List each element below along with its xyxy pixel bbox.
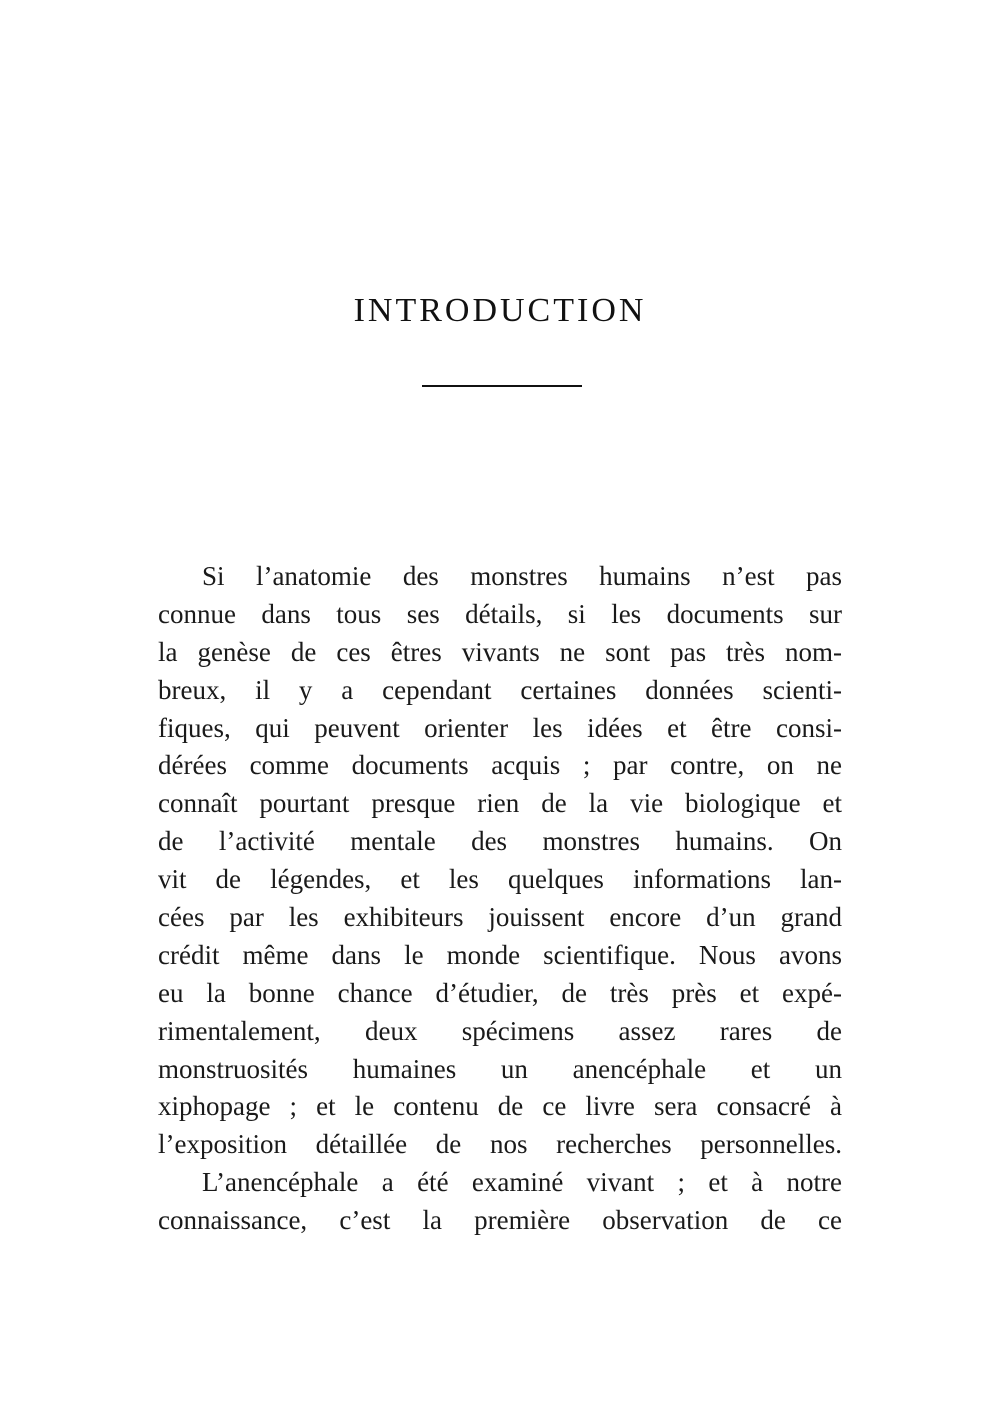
title-rule (422, 385, 582, 387)
chapter-title: INTRODUCTION (353, 292, 647, 329)
text-line: Si l’anatomie des monstres humains n’est pas (202, 561, 842, 591)
text-line: xiphopage ; et le contenu de ce livre sera consacré à (158, 1091, 842, 1122)
text-line: connaît pourtant presque rien de la vie biologique et (158, 788, 842, 819)
text-line: breux, il y a cependant certaines données scienti- (158, 674, 842, 705)
text-line: connaissance, c’est la première observation de ce (158, 1205, 842, 1236)
text-line: de l’activité mentale des monstres humains. On (158, 826, 842, 857)
text-line: connue dans tous ses détails, si les documents sur (158, 598, 842, 629)
paragraph (158, 558, 842, 1164)
text-line: cées par les exhibiteurs jouissent encore d’un grand (158, 902, 842, 933)
text-line: vit de légendes, et les quelques informations lan- (158, 864, 842, 895)
paragraph (158, 1164, 842, 1240)
text-line: fiques, qui peuvent orienter les idées et être consi- (158, 712, 842, 743)
text-line: la genèse de ces êtres vivants ne sont pas très nom- (158, 636, 842, 667)
body-text (158, 558, 842, 1240)
text-line: rimentalement, deux spécimens assez rares de (158, 1015, 842, 1046)
text-line: crédit même dans le monde scientifique. Nous avons (158, 939, 842, 970)
text-line: l’exposition détaillée de nos recherches personnelles. (158, 1129, 842, 1160)
text-line: L’anencéphale a été examiné vivant ; et à notre (202, 1167, 842, 1198)
text-line: eu la bonne chance d’étudier, de très près et expé- (158, 977, 842, 1008)
text-line: monstruosités humaines un anencéphale et un (158, 1053, 842, 1084)
text-line: dérées comme documents acquis ; par contre, on ne (158, 750, 842, 781)
